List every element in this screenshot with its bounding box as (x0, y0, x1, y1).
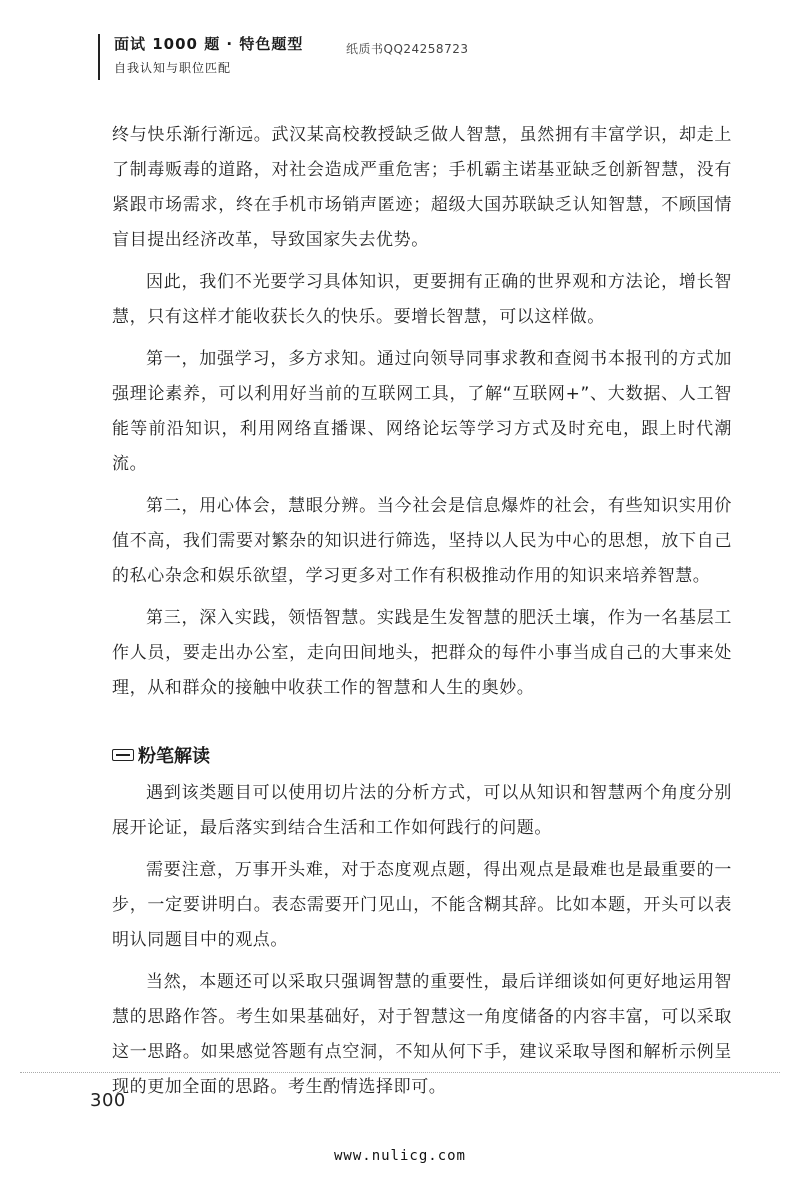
bottom-watermark: www.nulicg.com (333, 1148, 466, 1164)
page-number: 300 (90, 1090, 126, 1111)
paragraph: 因此，我们不光要学习具体知识，更要拥有正确的世界观和方法论，增长智慧，只有这样才能收获长久的快乐。要增长智慧，可以这样做。 (112, 272, 732, 327)
paragraph: 遇到该类题目可以使用切片法的分析方式，可以从知识和智慧两个角度分别展开论证，最后落实到结合生活和工作如何践行的问题。 (112, 783, 732, 838)
section-title: 粉笔解读 (138, 746, 210, 767)
paragraph-continued: 终与快乐渐行渐远。武汉某高校教授缺乏做人智慧，虽然拥有丰富学识，却走上了制毒贩毒的道路，对社会造成严重危害；手机霸主诺基亚缺乏创新智慧，没有紧跟市场需求，终在手机市场销声匿迹；超级大国苏联缺乏认知智慧，不顾国情盲目提出经济改革，导致国家失去优势。 (112, 125, 732, 250)
paragraph: 第二，用心体会，慧眼分辨。当今社会是信息爆炸的社会，有些知识实用价值不高，我们需要对繁杂的知识进行筛选，坚持以人民为中心的思想，放下自己的私心杂念和娱乐欲望，学习更多对工作有积极推动作用的知识来培养智慧。 (112, 496, 732, 586)
running-header (98, 34, 303, 80)
chapter-title: 自我认知与职位匹配 (114, 61, 232, 75)
footer-divider (20, 1072, 780, 1073)
paragraph: 当然，本题还可以采取只强调智慧的重要性，最后详细谈如何更好地运用智慧的思路作答。考生如果基础好，对于智慧这一角度储备的内容丰富，可以采取这一思路。如果感觉答题有点空洞，不知从何下手，建议采取导图和解析示例呈现的更加全面的思路。考生酌情选择即可。 (112, 972, 732, 1097)
paragraph: 需要注意，万事开头难，对于态度观点题，得出观点是最难也是最重要的一步，一定要讲明白。表态需要开门见山，不能含糊其辞。比如本题，开头可以表明认同题目中的观点。 (112, 860, 732, 950)
paragraph: 第一，加强学习，多方求知。通过向领导同事求教和查阅书本报刊的方式加强理论素养，可以利用好当前的互联网工具，了解“互联网+”、大数据、人工智能等前沿知识，利用网络直播课、网络论坛等学习方式及时充电，跟上时代潮流。 (112, 349, 732, 474)
book-title: 面试 1000 题 · 特色题型 (114, 35, 304, 53)
section-heading (112, 740, 732, 770)
top-watermark: 纸质书QQ24258723 (346, 42, 469, 56)
page-content (112, 118, 732, 1105)
paragraph: 第三，深入实践，领悟智慧。实践是生发智慧的肥沃土壤，作为一名基层工作人员，要走出办公室，走向田间地头，把群众的每件小事当成自己的大事来处理，从和群众的接触中收获工作的智慧和人生的奥妙。 (112, 608, 732, 698)
chalk-icon (112, 749, 134, 761)
